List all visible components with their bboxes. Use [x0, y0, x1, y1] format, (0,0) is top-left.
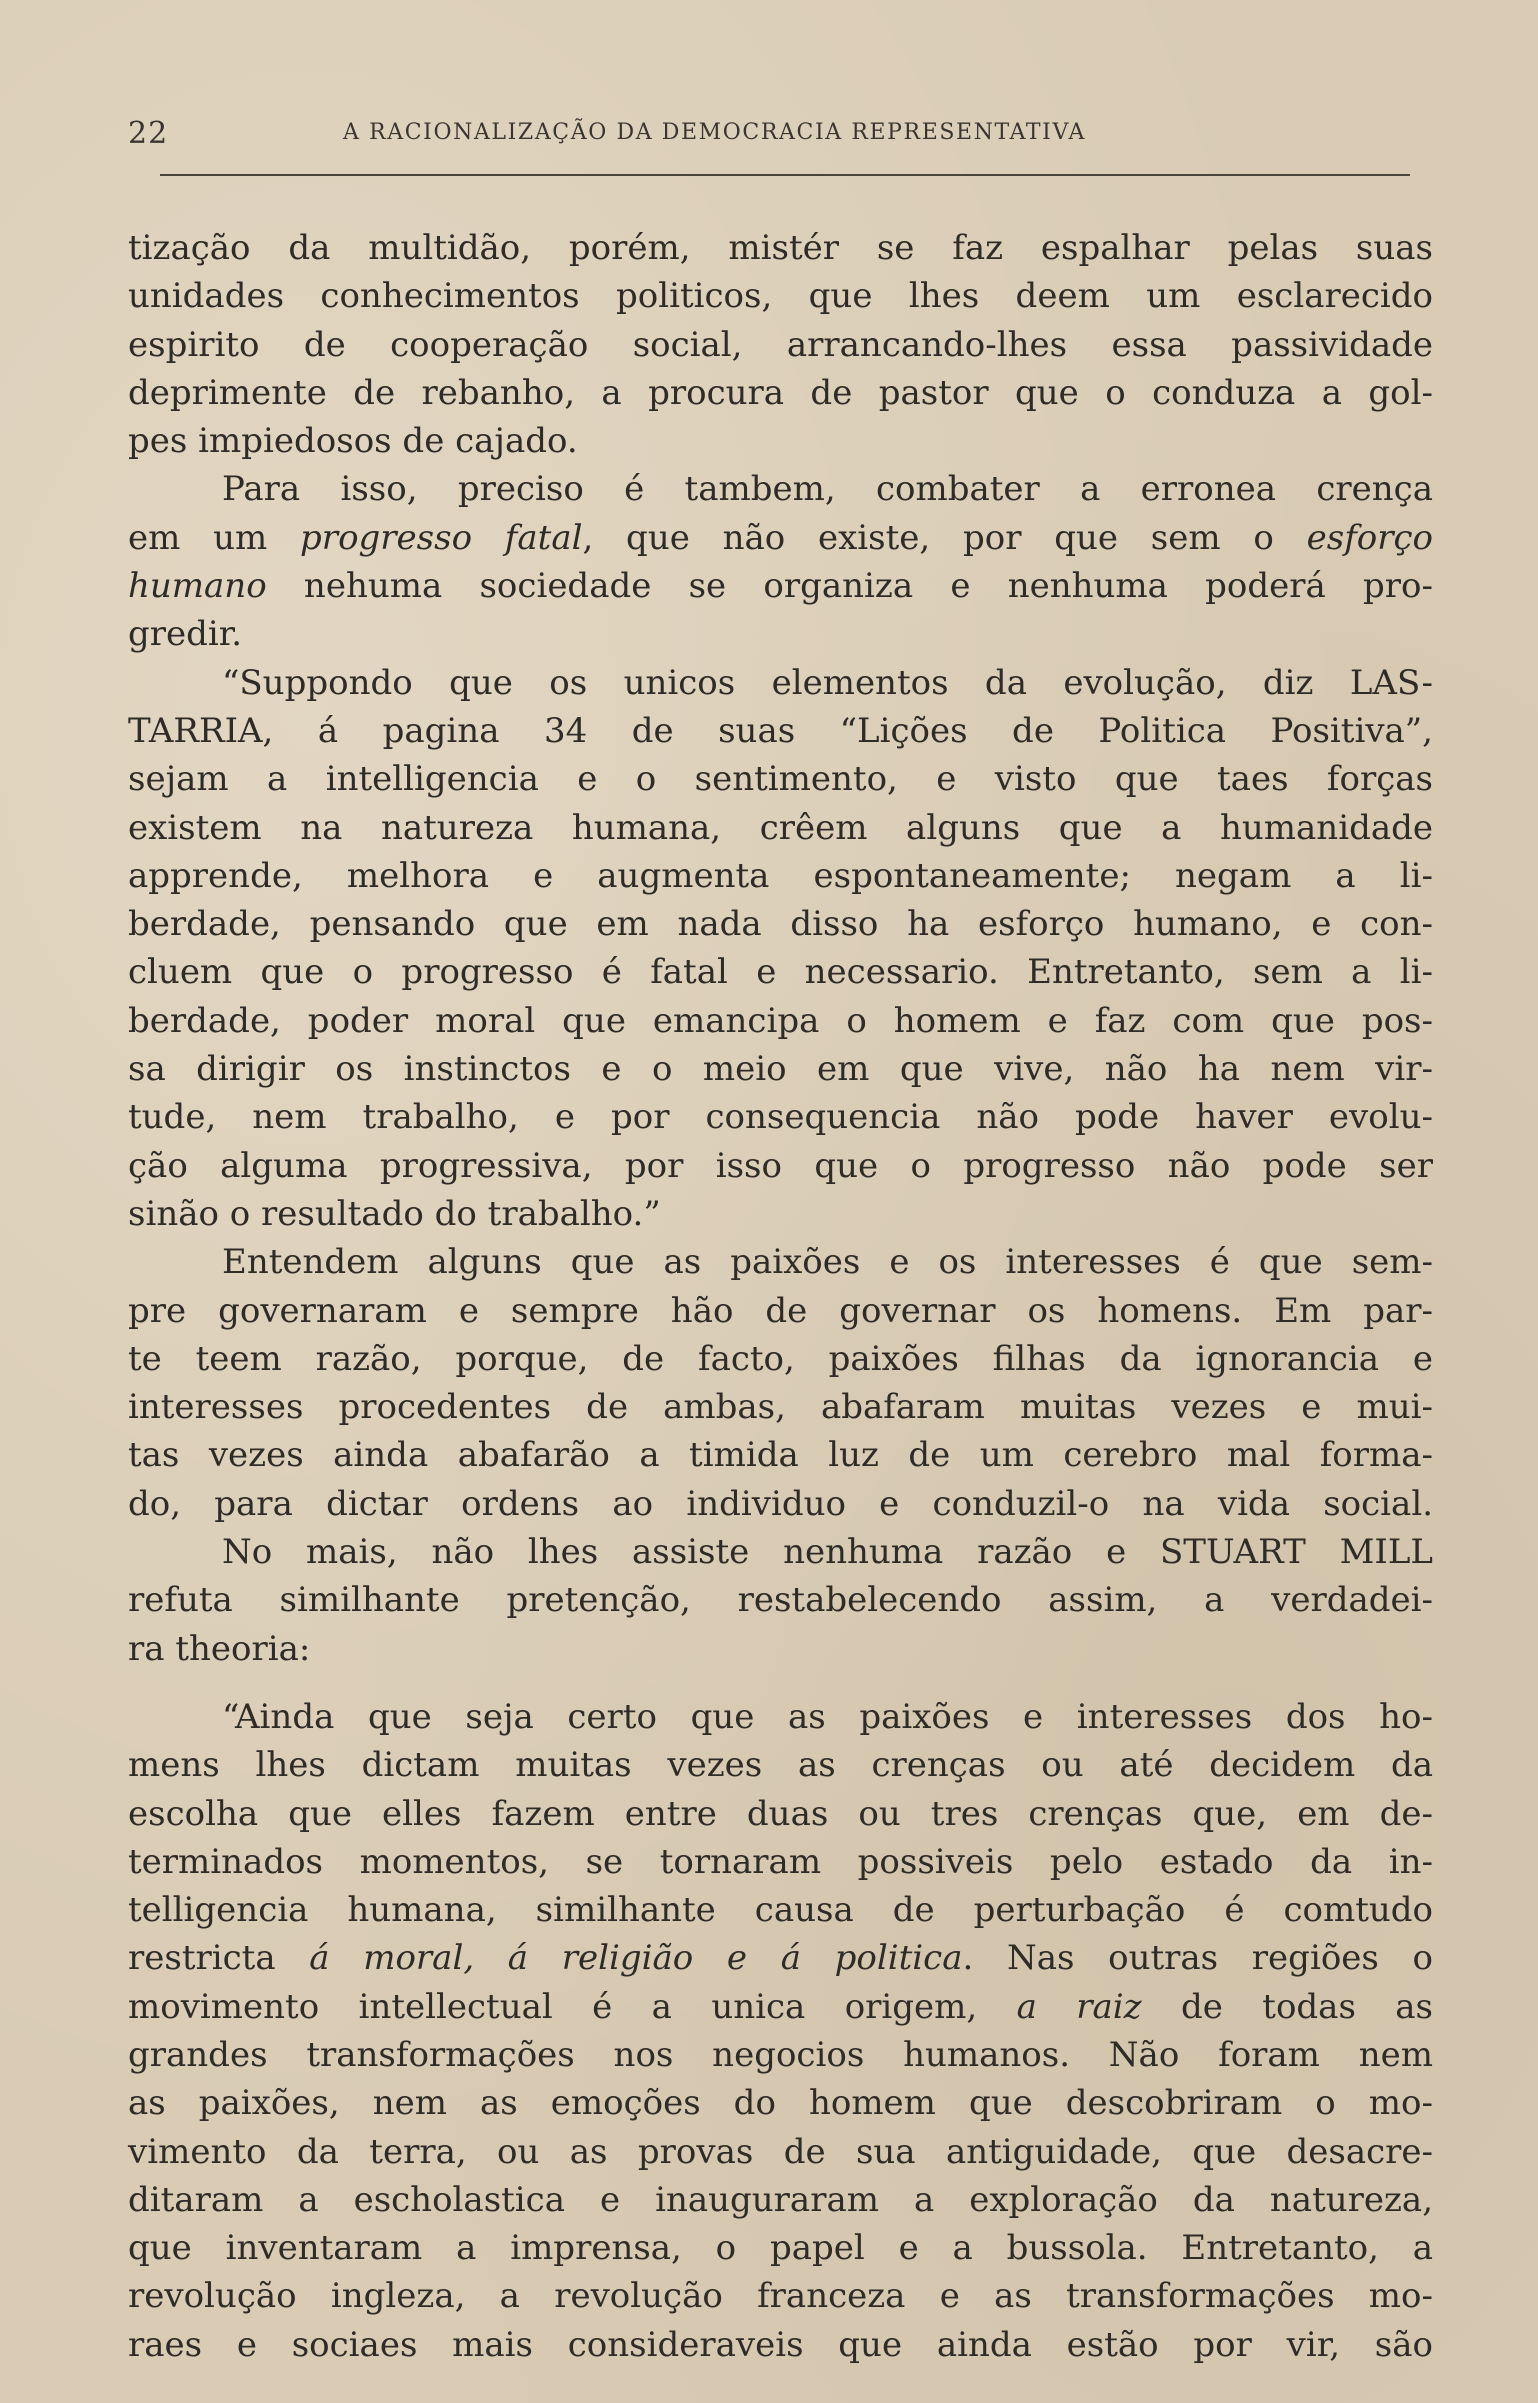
text-line: interesses procedentes de ambas, abafaram muitas vezes e mui-	[128, 1387, 1433, 1428]
text-line: gredir.	[128, 614, 243, 655]
text-line: vimento da terra, ou as provas de sua antiguidade, que desacre-	[128, 2131, 1433, 2172]
text-line: terminados momentos, se tornaram possiveis pelo estado da in-	[128, 1841, 1433, 1882]
text-line: pes impiedosos de cajado.	[128, 421, 578, 462]
text-line: escolha que elles fazem entre duas ou tres crenças que, em de-	[128, 1793, 1433, 1834]
text-line: sejam a intelligencia e o sentimento, e visto que taes forças	[128, 759, 1433, 800]
text-line: mens lhes dictam muitas vezes as crenças ou até decidem da	[128, 1745, 1433, 1786]
text-line: sa dirigir os instinctos e o meio em que vive, não ha nem vir-	[128, 1049, 1433, 1090]
text-line: refuta similhante pretenção, restabelecendo assim, a verdadei-	[128, 1580, 1433, 1621]
text-line	[128, 514, 1433, 562]
text-line: ção alguma progressiva, por isso que o progresso não pode ser	[128, 1145, 1433, 1186]
text-line: espirito de cooperação social, arrancando-lhes essa passividade	[128, 324, 1433, 365]
text-line: existem na natureza humana, crêem alguns que a humanidade	[128, 807, 1433, 848]
text-line: deprimente de rebanho, a procura de pastor que o conduza a gol-	[128, 372, 1433, 413]
text-line	[128, 1983, 1433, 2031]
text-segment: movimento intellectual é a unica origem,	[128, 1986, 1017, 2027]
text-line: apprende, melhora e augmenta espontaneamente; negam a li-	[128, 855, 1433, 896]
text-line: te teem razão, porque, de facto, paixões filhas da ignorancia e	[128, 1338, 1433, 1379]
text-line: ra theoria:	[128, 1628, 311, 1669]
text-segment: nehuma sociedade se organiza e nenhuma poderá pro-	[266, 566, 1433, 607]
text-line: as paixões, nem as emoções do homem que descobriram o mo-	[128, 2083, 1433, 2124]
text-segment: restricta	[128, 1938, 310, 1979]
text-line: No mais, não lhes assiste nenhuma razão e STUART MILL	[222, 1532, 1433, 1573]
text-segment: , que não existe, por que sem o	[582, 517, 1307, 558]
text-line	[128, 562, 1433, 610]
text-line: TARRIA, á pagina 34 de suas “Lições de Politica Positiva”,	[128, 710, 1433, 751]
italic-segment: esforço	[1306, 517, 1434, 558]
text-line: raes e sociaes mais consideraveis que ainda estão por vir, são	[128, 2324, 1433, 2365]
italic-segment: á moral, á religião e á politica	[309, 1938, 963, 1979]
text-line: Para isso, preciso é tambem, combater a erronea crença	[222, 469, 1433, 510]
body-text	[128, 224, 1433, 2369]
text-line: do, para dictar ordens ao individuo e conduzil-o na vida social.	[128, 1483, 1433, 1524]
text-line: berdade, pensando que em nada disso ha esforço humano, e con-	[128, 904, 1433, 945]
text-line: que inventaram a imprensa, o papel e a bussola. Entretanto, a	[128, 2228, 1433, 2269]
page-number: 22	[128, 116, 169, 151]
text-line: grandes transformações nos negocios humanos. Não foram nem	[128, 2034, 1433, 2075]
text-segment: . Nas outras regiões o	[962, 1938, 1433, 1979]
text-line: tas vezes ainda abafarão a timida luz de um cerebro mal forma-	[128, 1435, 1433, 1476]
running-title: A RACIONALIZAÇÃO DA DEMOCRACIA REPRESENTATIVA	[343, 120, 1086, 145]
text-line: sinão o resultado do trabalho.”	[128, 1193, 661, 1234]
text-segment: de todas as	[1141, 1986, 1434, 2027]
text-segment: em um	[128, 517, 301, 558]
text-line: ditaram a escholastica e inauguraram a exploração da natureza,	[128, 2179, 1433, 2220]
italic-segment: humano	[128, 566, 267, 607]
text-line: Entendem alguns que as paixões e os interesses é que sem-	[222, 1242, 1433, 1283]
text-line: tização da multidão, porém, mistér se faz espalhar pelas suas	[128, 228, 1433, 268]
text-line: revolução ingleza, a revolução franceza e as transformações mo-	[128, 2276, 1433, 2317]
header-rule	[160, 174, 1410, 176]
italic-segment: a raiz	[1016, 1986, 1142, 2027]
text-line: unidades conhecimentos politicos, que lhes deem um esclarecido	[128, 276, 1433, 317]
text-line: tude, nem trabalho, e por consequencia não pode haver evolu-	[128, 1097, 1433, 1138]
text-line: cluem que o progresso é fatal e necessario. Entretanto, sem a li-	[128, 952, 1433, 993]
text-line: pre governaram e sempre hão de governar os homens. Em par-	[128, 1290, 1433, 1331]
running-head	[128, 116, 1410, 158]
text-line: telligencia humana, similhante causa de perturbação é comtudo	[128, 1890, 1433, 1931]
text-line: “Ainda que seja certo que as paixões e interesses dos ho-	[222, 1696, 1433, 1737]
text-line: berdade, poder moral que emancipa o homem e faz com que pos-	[128, 1000, 1433, 1041]
text-line	[128, 1934, 1433, 1982]
text-line: “Suppondo que os unicos elementos da evolução, diz LAS-	[222, 662, 1433, 703]
italic-segment: progresso fatal	[300, 517, 583, 558]
